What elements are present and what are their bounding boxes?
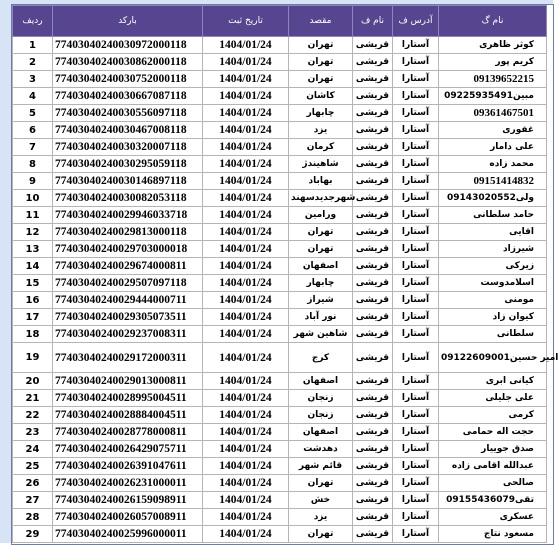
table-row[interactable]	[13, 54, 547, 71]
table-row[interactable]	[13, 407, 547, 424]
date-cell: 1404/01/24	[203, 122, 289, 139]
date-cell: 1404/01/24	[203, 54, 289, 71]
family-cell: قریشی	[353, 458, 393, 475]
address-cell: آستارا	[393, 241, 439, 258]
destination-cell: شهرجدیدسهند	[289, 190, 353, 207]
address-cell: آستارا	[393, 441, 439, 458]
destination-cell: تهران	[289, 526, 353, 543]
address-cell: آستارا	[393, 309, 439, 326]
shipment-table	[12, 5, 558, 543]
date-cell: 1404/01/24	[203, 292, 289, 309]
date-cell: 1404/01/24	[203, 71, 289, 88]
address-cell: آستارا	[393, 258, 439, 275]
table-row[interactable]	[13, 105, 547, 122]
address-cell: آستارا	[393, 88, 439, 105]
header-family[interactable]: نام ف	[353, 6, 393, 37]
family-cell: قریشی	[353, 441, 393, 458]
family-cell: قریشی	[353, 309, 393, 326]
family-cell: قریشی	[353, 258, 393, 275]
family-cell: قریشی	[353, 492, 393, 509]
name-cell: 09139652215	[439, 71, 547, 88]
family-cell: قریشی	[353, 275, 393, 292]
destination-cell: اصفهان	[289, 424, 353, 441]
date-cell: 1404/01/24	[203, 241, 289, 258]
table-row[interactable]	[13, 326, 547, 343]
table-row[interactable]	[13, 424, 547, 441]
name-cell: شیرزاد	[439, 241, 547, 258]
barcode-cell: 77403040240028778000811	[53, 424, 203, 441]
name-cell: تقی09155436079	[439, 492, 547, 509]
family-cell: قریشی	[353, 241, 393, 258]
barcode-cell: 77403040240030146897118	[53, 173, 203, 190]
address-cell: آستارا	[393, 105, 439, 122]
destination-cell: زنجان	[289, 407, 353, 424]
table-row[interactable]	[13, 441, 547, 458]
destination-cell: یزد	[289, 509, 353, 526]
header-destination[interactable]: مقصد	[289, 6, 353, 37]
address-cell: آستارا	[393, 71, 439, 88]
row-number-cell: 19	[13, 343, 53, 373]
table-row[interactable]	[13, 373, 547, 390]
date-cell: 1404/01/24	[203, 105, 289, 122]
family-cell: قریشی	[353, 343, 393, 373]
destination-cell: چابهار	[289, 105, 353, 122]
address-cell: آستارا	[393, 207, 439, 224]
address-cell: آستارا	[393, 190, 439, 207]
header-name[interactable]: نام گ	[439, 6, 547, 37]
address-cell: آستارا	[393, 54, 439, 71]
barcode-cell: 77403040240030082053118	[53, 190, 203, 207]
destination-cell: تهران	[289, 54, 353, 71]
row-number-cell: 5	[13, 105, 53, 122]
row-number-cell: 14	[13, 258, 53, 275]
name-cell: علی دامار	[439, 139, 547, 156]
name-cell: غفوری	[439, 122, 547, 139]
name-cell: کرمی	[439, 407, 547, 424]
address-cell: آستارا	[393, 224, 439, 241]
family-cell: قریشی	[353, 224, 393, 241]
barcode-cell: 77403040240030862000118	[53, 54, 203, 71]
destination-cell: اصفهان	[289, 258, 353, 275]
table-row[interactable]	[13, 509, 547, 526]
row-number-cell: 27	[13, 492, 53, 509]
table-row[interactable]	[13, 224, 547, 241]
family-cell: قریشی	[353, 173, 393, 190]
address-cell: آستارا	[393, 492, 439, 509]
date-cell: 1404/01/24	[203, 458, 289, 475]
table-row[interactable]	[13, 207, 547, 224]
name-cell: علی جلیلی	[439, 390, 547, 407]
address-cell: آستارا	[393, 407, 439, 424]
row-number-cell: 28	[13, 509, 53, 526]
family-cell: قریشی	[353, 37, 393, 54]
destination-cell: تهران	[289, 224, 353, 241]
family-cell: قریشی	[353, 509, 393, 526]
address-cell: آستارا	[393, 373, 439, 390]
table-row[interactable]	[13, 156, 547, 173]
row-number-cell: 6	[13, 122, 53, 139]
barcode-cell: 77403040240030556097118	[53, 105, 203, 122]
date-cell: 1404/01/24	[203, 139, 289, 156]
barcode-cell: 77403040240029946033718	[53, 207, 203, 224]
barcode-cell: 77403040240026057008911	[53, 509, 203, 526]
family-cell: قریشی	[353, 373, 393, 390]
barcode-cell: 77403040240029172000311	[53, 343, 203, 373]
table-row[interactable]	[13, 292, 547, 309]
table-row[interactable]	[13, 492, 547, 509]
barcode-cell: 77403040240030320007118	[53, 139, 203, 156]
barcode-cell: 77403040240030752000118	[53, 71, 203, 88]
table-row[interactable]	[13, 190, 547, 207]
row-number-cell: 7	[13, 139, 53, 156]
name-cell: حامد سلطانی	[439, 207, 547, 224]
barcode-cell: 77403040240029237008311	[53, 326, 203, 343]
header-date[interactable]: تاریخ ثبت	[203, 6, 289, 37]
date-cell: 1404/01/24	[203, 390, 289, 407]
destination-cell: اصفهان	[289, 373, 353, 390]
address-cell: آستارا	[393, 275, 439, 292]
barcode-cell: 77403040240029013000811	[53, 373, 203, 390]
date-cell: 1404/01/24	[203, 275, 289, 292]
row-number-cell: 24	[13, 441, 53, 458]
barcode-cell: 77403040240028995004511	[53, 390, 203, 407]
table-row[interactable]	[13, 88, 547, 105]
barcode-cell: 77403040240026159098911	[53, 492, 203, 509]
barcode-cell: 77403040240026391047611	[53, 458, 203, 475]
family-cell: قریشی	[353, 71, 393, 88]
row-number-cell: 23	[13, 424, 53, 441]
name-cell: اقایی	[439, 224, 547, 241]
row-number-cell: 11	[13, 207, 53, 224]
destination-cell: یزد	[289, 122, 353, 139]
row-number-cell: 16	[13, 292, 53, 309]
table-row[interactable]	[13, 258, 547, 275]
date-cell: 1404/01/24	[203, 373, 289, 390]
address-cell: آستارا	[393, 37, 439, 54]
row-number-cell: 10	[13, 190, 53, 207]
address-cell: آستارا	[393, 343, 439, 373]
row-number-cell: 18	[13, 326, 53, 343]
table-sheet	[11, 4, 558, 545]
address-cell: آستارا	[393, 458, 439, 475]
destination-cell: خش	[289, 492, 353, 509]
family-cell: قریشی	[353, 475, 393, 492]
table-row[interactable]	[13, 526, 547, 543]
family-cell: قریشی	[353, 190, 393, 207]
date-cell: 1404/01/24	[203, 526, 289, 543]
name-cell: عسکری	[439, 509, 547, 526]
destination-cell: بهاباد	[289, 173, 353, 190]
name-cell: مسعود نتاج	[439, 526, 547, 543]
name-cell: مومنی	[439, 292, 547, 309]
row-number-cell: 26	[13, 475, 53, 492]
name-cell: صدق جوییار	[439, 441, 547, 458]
barcode-cell: 77403040240029813000118	[53, 224, 203, 241]
header-row	[13, 6, 547, 37]
destination-cell: نور آباد	[289, 309, 353, 326]
barcode-cell: 77403040240029674000811	[53, 258, 203, 275]
table-row[interactable]	[13, 139, 547, 156]
name-cell: مبین09225935491	[439, 88, 547, 105]
name-cell: 09151414832	[439, 173, 547, 190]
destination-cell: کرمان	[289, 139, 353, 156]
address-cell: آستارا	[393, 173, 439, 190]
row-number-cell: 8	[13, 156, 53, 173]
table-row[interactable]	[13, 275, 547, 292]
barcode-cell: 77403040240026231000011	[53, 475, 203, 492]
table-row[interactable]	[13, 241, 547, 258]
name-cell: حجت اله حمامی	[439, 424, 547, 441]
table-row[interactable]	[13, 122, 547, 139]
row-number-cell: 2	[13, 54, 53, 71]
name-cell: امیر حسین09122609001	[439, 343, 547, 373]
name-cell: عبدالله اقامی زاده	[439, 458, 547, 475]
date-cell: 1404/01/24	[203, 156, 289, 173]
destination-cell: تهران	[289, 71, 353, 88]
family-cell: قریشی	[353, 292, 393, 309]
name-cell: کوثر ظاهری	[439, 37, 547, 54]
name-cell: سلطانی	[439, 326, 547, 343]
family-cell: قریشی	[353, 526, 393, 543]
row-number-cell: 17	[13, 309, 53, 326]
address-cell: آستارا	[393, 139, 439, 156]
row-number-cell: 9	[13, 173, 53, 190]
table-row[interactable]	[13, 71, 547, 88]
family-cell: قریشی	[353, 326, 393, 343]
address-cell: آستارا	[393, 326, 439, 343]
destination-cell: کاشان	[289, 88, 353, 105]
name-cell: کریم پور	[439, 54, 547, 71]
row-number-cell: 1	[13, 37, 53, 54]
destination-cell: تهران	[289, 37, 353, 54]
address-cell: آستارا	[393, 156, 439, 173]
barcode-cell: 77403040240029703000018	[53, 241, 203, 258]
name-cell: زیرکی	[439, 258, 547, 275]
table-row[interactable]	[13, 343, 547, 373]
barcode-cell: 77403040240028884004511	[53, 407, 203, 424]
date-cell: 1404/01/24	[203, 475, 289, 492]
row-number-cell: 3	[13, 71, 53, 88]
family-cell: قریشی	[353, 88, 393, 105]
date-cell: 1404/01/24	[203, 492, 289, 509]
date-cell: 1404/01/24	[203, 224, 289, 241]
family-cell: قریشی	[353, 424, 393, 441]
date-cell: 1404/01/24	[203, 309, 289, 326]
date-cell: 1404/01/24	[203, 407, 289, 424]
date-cell: 1404/01/24	[203, 343, 289, 373]
row-number-cell: 12	[13, 224, 53, 241]
family-cell: قریشی	[353, 105, 393, 122]
barcode-cell: 77403040240030667087118	[53, 88, 203, 105]
date-cell: 1404/01/24	[203, 326, 289, 343]
destination-cell: ورامین	[289, 207, 353, 224]
table-row[interactable]	[13, 309, 547, 326]
barcode-cell: 77403040240030467008118	[53, 122, 203, 139]
address-cell: آستارا	[393, 122, 439, 139]
barcode-cell: 77403040240025996000011	[53, 526, 203, 543]
name-cell: محمد زاده	[439, 156, 547, 173]
row-number-cell: 21	[13, 390, 53, 407]
destination-cell: شیراز	[289, 292, 353, 309]
table-row[interactable]	[13, 390, 547, 407]
destination-cell: تهران	[289, 241, 353, 258]
destination-cell: چابهار	[289, 275, 353, 292]
family-cell: قریشی	[353, 390, 393, 407]
name-cell: اسلامدوست	[439, 275, 547, 292]
family-cell: قریشی	[353, 207, 393, 224]
barcode-cell: 77403040240026429075711	[53, 441, 203, 458]
family-cell: قریشی	[353, 407, 393, 424]
row-number-cell: 29	[13, 526, 53, 543]
address-cell: آستارا	[393, 475, 439, 492]
date-cell: 1404/01/24	[203, 441, 289, 458]
family-cell: قریشی	[353, 156, 393, 173]
family-cell: قریشی	[353, 54, 393, 71]
barcode-cell: 77403040240029507097118	[53, 275, 203, 292]
destination-cell: قائم شهر	[289, 458, 353, 475]
barcode-cell: 77403040240030972000118	[53, 37, 203, 54]
destination-cell: شاهین شهر	[289, 326, 353, 343]
date-cell: 1404/01/24	[203, 173, 289, 190]
destination-cell: شاهیندژ	[289, 156, 353, 173]
row-number-cell: 15	[13, 275, 53, 292]
date-cell: 1404/01/24	[203, 190, 289, 207]
date-cell: 1404/01/24	[203, 207, 289, 224]
barcode-cell: 77403040240029444000711	[53, 292, 203, 309]
row-number-cell: 25	[13, 458, 53, 475]
table-row[interactable]	[13, 458, 547, 475]
date-cell: 1404/01/24	[203, 258, 289, 275]
row-number-cell: 22	[13, 407, 53, 424]
date-cell: 1404/01/24	[203, 424, 289, 441]
table-row[interactable]	[13, 475, 547, 492]
row-number-cell: 20	[13, 373, 53, 390]
barcode-cell: 77403040240029305073511	[53, 309, 203, 326]
name-cell: ولی09143020552	[439, 190, 547, 207]
address-cell: آستارا	[393, 424, 439, 441]
name-cell: کیانی ابری	[439, 373, 547, 390]
name-cell: کیوان زاد	[439, 309, 547, 326]
family-cell: قریشی	[353, 139, 393, 156]
header-address[interactable]: آدرس ف	[393, 6, 439, 37]
address-cell: آستارا	[393, 526, 439, 543]
name-cell: صالحی	[439, 475, 547, 492]
family-cell: قریشی	[353, 122, 393, 139]
destination-cell: کرج	[289, 343, 353, 373]
barcode-cell: 77403040240030295059118	[53, 156, 203, 173]
date-cell: 1404/01/24	[203, 37, 289, 54]
table-row[interactable]	[13, 173, 547, 190]
address-cell: آستارا	[393, 390, 439, 407]
destination-cell: دهدشت	[289, 441, 353, 458]
destination-cell: زنجان	[289, 390, 353, 407]
row-number-cell: 4	[13, 88, 53, 105]
header-barcode[interactable]: بارکد	[53, 6, 203, 37]
row-number-cell: 13	[13, 241, 53, 258]
address-cell: آستارا	[393, 292, 439, 309]
date-cell: 1404/01/24	[203, 88, 289, 105]
address-cell: آستارا	[393, 509, 439, 526]
date-cell: 1404/01/24	[203, 509, 289, 526]
destination-cell: تهران	[289, 475, 353, 492]
table-row[interactable]	[13, 37, 547, 54]
name-cell: 09361467501	[439, 105, 547, 122]
header-row-number[interactable]: ردیف	[13, 6, 53, 37]
